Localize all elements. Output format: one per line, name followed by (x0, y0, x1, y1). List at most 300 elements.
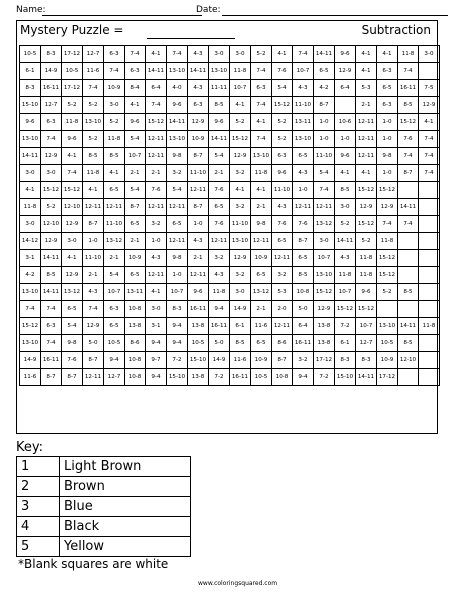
grid-cell[interactable]: 7-6 (62, 352, 83, 369)
grid-cell[interactable]: 7-6 (209, 182, 230, 199)
grid-cell[interactable]: 11-6 (83, 63, 104, 80)
grid-cell[interactable]: 8-5 (83, 148, 104, 165)
grid-cell[interactable]: 5-2 (377, 284, 398, 301)
grid-cell[interactable]: 2-1 (83, 267, 104, 284)
grid-cell[interactable]: 5-0 (83, 335, 104, 352)
grid-cell[interactable]: 3-2 (230, 267, 251, 284)
grid-cell[interactable]: 8-3 (167, 301, 188, 318)
name-line[interactable] (42, 15, 202, 16)
grid-cell[interactable]: 15-12 (62, 182, 83, 199)
grid-cell[interactable]: 12-11 (188, 182, 209, 199)
grid-cell[interactable]: 12-10 (62, 199, 83, 216)
grid-cell[interactable]: 17-12 (314, 352, 335, 369)
grid-cell[interactable]: 7-2 (209, 369, 230, 386)
grid-cell[interactable]: 13-8 (188, 369, 209, 386)
grid-cell[interactable]: 12-9 (419, 97, 440, 114)
grid-cell[interactable]: 7-6 (272, 216, 293, 233)
grid-cell[interactable]: 6-3 (188, 97, 209, 114)
grid-cell[interactable]: 1-0 (335, 131, 356, 148)
grid-cell[interactable]: 2-1 (356, 97, 377, 114)
grid-cell[interactable]: 7-4 (167, 46, 188, 63)
grid-cell[interactable]: 7-4 (398, 216, 419, 233)
grid-cell[interactable]: 12-11 (83, 369, 104, 386)
grid-cell[interactable]: 8-7 (41, 369, 62, 386)
grid-cell[interactable]: 10-8 (272, 369, 293, 386)
grid-cell[interactable]: 12-9 (335, 63, 356, 80)
grid-cell[interactable]: 11-8 (20, 199, 41, 216)
grid-cell[interactable]: 15-12 (314, 284, 335, 301)
grid-cell[interactable]: 2-1 (251, 301, 272, 318)
grid-cell[interactable]: 9-6 (188, 284, 209, 301)
grid-cell[interactable] (419, 199, 440, 216)
grid-cell[interactable]: 12-9 (314, 301, 335, 318)
grid-cell[interactable]: 13-10 (20, 284, 41, 301)
grid-cell[interactable]: 7-4 (314, 182, 335, 199)
grid-cell[interactable]: 10-9 (188, 131, 209, 148)
grid-cell[interactable]: 4-1 (356, 63, 377, 80)
grid-cell[interactable]: 8-5 (209, 97, 230, 114)
grid-cell[interactable]: 12-11 (146, 267, 167, 284)
grid-cell[interactable]: 3-2 (230, 165, 251, 182)
grid-cell[interactable]: 13-12 (104, 233, 125, 250)
grid-cell[interactable]: 10-8 (293, 284, 314, 301)
grid-cell[interactable]: 6-3 (377, 97, 398, 114)
grid-cell[interactable]: 16-11 (41, 80, 62, 97)
grid-cell[interactable]: 12-7 (41, 97, 62, 114)
grid-cell[interactable]: 1-0 (167, 267, 188, 284)
grid-cell[interactable]: 9-4 (104, 352, 125, 369)
grid-cell[interactable]: 11-8 (419, 318, 440, 335)
grid-cell[interactable]: 7-4 (419, 148, 440, 165)
grid-cell[interactable]: 12-7 (104, 369, 125, 386)
grid-cell[interactable]: 6-5 (251, 267, 272, 284)
grid-cell[interactable]: 11-8 (377, 233, 398, 250)
grid-cell[interactable]: 8-7 (188, 199, 209, 216)
grid-cell[interactable]: 4-0 (167, 80, 188, 97)
grid-cell[interactable]: 3-2 (230, 199, 251, 216)
grid-cell[interactable]: 8-7 (83, 352, 104, 369)
grid-cell[interactable]: 7-4 (125, 46, 146, 63)
grid-cell[interactable]: 15-12 (398, 114, 419, 131)
grid-cell[interactable]: 7-4 (398, 63, 419, 80)
grid-cell[interactable]: 7-4 (251, 97, 272, 114)
grid-cell[interactable]: 7-6 (272, 63, 293, 80)
grid-cell[interactable]: 13-12 (314, 216, 335, 233)
grid-cell[interactable]: 10-5 (62, 63, 83, 80)
grid-cell[interactable]: 5-2 (272, 114, 293, 131)
grid-cell[interactable]: 13-10 (377, 318, 398, 335)
grid-cell[interactable]: 11-8 (209, 284, 230, 301)
grid-cell[interactable]: 8-7 (314, 97, 335, 114)
grid-cell[interactable]: 1-0 (377, 114, 398, 131)
grid-cell[interactable]: 10-9 (251, 352, 272, 369)
grid-cell[interactable]: 16-11 (209, 318, 230, 335)
grid-cell[interactable]: 4-1 (356, 46, 377, 63)
grid-cell[interactable]: 12-11 (272, 318, 293, 335)
grid-cell[interactable] (419, 284, 440, 301)
grid-cell[interactable]: 10-7 (167, 284, 188, 301)
grid-cell[interactable]: 9-6 (125, 114, 146, 131)
grid-cell[interactable]: 14-11 (398, 199, 419, 216)
grid-cell[interactable]: 10-5 (104, 335, 125, 352)
grid-cell[interactable]: 10-6 (335, 114, 356, 131)
grid-cell[interactable]: 12-11 (146, 148, 167, 165)
grid-cell[interactable]: 9-4 (167, 318, 188, 335)
grid-cell[interactable]: 13-11 (125, 284, 146, 301)
grid-cell[interactable]: 5-2 (83, 131, 104, 148)
grid-cell[interactable]: 15-10 (20, 97, 41, 114)
grid-cell[interactable]: 12-11 (146, 131, 167, 148)
grid-cell[interactable]: 12-11 (356, 148, 377, 165)
grid-cell[interactable] (419, 335, 440, 352)
grid-cell[interactable]: 9-6 (272, 165, 293, 182)
grid-cell[interactable]: 9-6 (356, 284, 377, 301)
grid-cell[interactable]: 1-0 (83, 233, 104, 250)
grid-cell[interactable]: 12-9 (41, 148, 62, 165)
grid-cell[interactable] (398, 250, 419, 267)
grid-cell[interactable]: 10-9 (125, 250, 146, 267)
grid-cell[interactable] (419, 63, 440, 80)
grid-cell[interactable]: 4-1 (419, 114, 440, 131)
grid-cell[interactable]: 4-1 (377, 46, 398, 63)
grid-cell[interactable]: 13-10 (230, 233, 251, 250)
grid-cell[interactable]: 10-7 (230, 80, 251, 97)
grid-cell[interactable]: 3-0 (419, 46, 440, 63)
grid-cell[interactable]: 15-10 (335, 369, 356, 386)
grid-cell[interactable]: 12-9 (62, 267, 83, 284)
grid-cell[interactable]: 13-12 (251, 284, 272, 301)
grid-cell[interactable]: 8-5 (230, 335, 251, 352)
grid-cell[interactable]: 14-11 (41, 250, 62, 267)
grid-cell[interactable]: 5-2 (251, 46, 272, 63)
grid-cell[interactable]: 14-9 (20, 352, 41, 369)
grid-cell[interactable] (419, 250, 440, 267)
grid-cell[interactable]: 10-8 (125, 369, 146, 386)
grid-cell[interactable]: 12-11 (83, 199, 104, 216)
grid-cell[interactable]: 6-3 (41, 318, 62, 335)
grid-cell[interactable]: 5-4 (125, 131, 146, 148)
grid-cell[interactable]: 14-11 (209, 131, 230, 148)
grid-cell[interactable]: 4-1 (83, 182, 104, 199)
grid-cell[interactable]: 2-1 (209, 165, 230, 182)
grid-cell[interactable]: 12-9 (41, 233, 62, 250)
grid-cell[interactable]: 5-2 (335, 216, 356, 233)
grid-cell[interactable]: 14-12 (20, 233, 41, 250)
grid-cell[interactable]: 8-7 (398, 165, 419, 182)
grid-cell[interactable]: 3-0 (230, 284, 251, 301)
grid-cell[interactable]: 15-12 (230, 131, 251, 148)
grid-cell[interactable]: 12-9 (377, 199, 398, 216)
grid-cell[interactable]: 9-4 (167, 335, 188, 352)
grid-cell[interactable]: 7-4 (251, 63, 272, 80)
grid-cell[interactable]: 12-11 (167, 199, 188, 216)
grid-cell[interactable]: 12-9 (356, 199, 377, 216)
grid-cell[interactable]: 10-7 (335, 284, 356, 301)
grid-cell[interactable]: 6-3 (104, 46, 125, 63)
grid-cell[interactable] (398, 267, 419, 284)
grid-cell[interactable]: 6-3 (125, 63, 146, 80)
date-line[interactable] (222, 15, 448, 16)
grid-cell[interactable]: 12-10 (398, 352, 419, 369)
grid-cell[interactable]: 7-4 (83, 80, 104, 97)
grid-cell[interactable]: 9-4 (146, 369, 167, 386)
grid-cell[interactable]: 8-7 (188, 148, 209, 165)
grid-cell[interactable]: 1-0 (377, 165, 398, 182)
grid-cell[interactable]: 5-0 (293, 301, 314, 318)
grid-cell[interactable] (398, 233, 419, 250)
grid-cell[interactable]: 11-8 (335, 267, 356, 284)
grid-cell[interactable]: 12-11 (356, 131, 377, 148)
grid-cell[interactable] (398, 301, 419, 318)
grid-cell[interactable]: 15-12 (377, 250, 398, 267)
grid-cell[interactable]: 15-12 (356, 182, 377, 199)
grid-cell[interactable]: 2-1 (146, 165, 167, 182)
grid-cell[interactable]: 4-1 (62, 250, 83, 267)
answer-line[interactable] (147, 38, 235, 39)
grid-cell[interactable]: 5-0 (209, 335, 230, 352)
grid-cell[interactable]: 12-11 (104, 199, 125, 216)
grid-cell[interactable]: 6-5 (251, 335, 272, 352)
grid-cell[interactable]: 13-12 (62, 284, 83, 301)
grid-cell[interactable]: 12-11 (167, 233, 188, 250)
grid-cell[interactable]: 13-10 (20, 335, 41, 352)
grid-cell[interactable]: 16-11 (188, 301, 209, 318)
grid-cell[interactable] (377, 301, 398, 318)
grid-cell[interactable]: 12-9 (188, 114, 209, 131)
grid-cell[interactable]: 11-8 (230, 63, 251, 80)
grid-cell[interactable]: 3-0 (20, 216, 41, 233)
grid-cell[interactable]: 10-7 (356, 318, 377, 335)
grid-cell[interactable]: 6-3 (104, 301, 125, 318)
grid-cell[interactable]: 3-2 (272, 267, 293, 284)
grid-cell[interactable]: 6-1 (335, 335, 356, 352)
grid-cell[interactable]: 8-3 (41, 46, 62, 63)
grid-cell[interactable]: 8-5 (398, 97, 419, 114)
grid-cell[interactable]: 7-4 (62, 165, 83, 182)
grid-cell[interactable]: 7-4 (83, 301, 104, 318)
grid-cell[interactable]: 11-10 (83, 250, 104, 267)
grid-cell[interactable]: 3-0 (209, 46, 230, 63)
grid-cell[interactable]: 3-0 (314, 233, 335, 250)
grid-cell[interactable]: 12-9 (230, 250, 251, 267)
grid-cell[interactable]: 5-4 (167, 182, 188, 199)
grid-cell[interactable]: 3-2 (146, 216, 167, 233)
grid-cell[interactable]: 7-4 (293, 46, 314, 63)
grid-cell[interactable]: 4-1 (20, 182, 41, 199)
grid-cell[interactable]: 12-11 (356, 114, 377, 131)
grid-cell[interactable]: 11-8 (356, 267, 377, 284)
grid-cell[interactable]: 5-4 (209, 148, 230, 165)
grid-cell[interactable] (398, 369, 419, 386)
grid-cell[interactable]: 6-5 (377, 80, 398, 97)
grid-cell[interactable]: 8-6 (125, 335, 146, 352)
grid-cell[interactable]: 11-10 (230, 216, 251, 233)
grid-cell[interactable]: 9-6 (335, 46, 356, 63)
grid-cell[interactable]: 3-0 (335, 199, 356, 216)
grid-cell[interactable]: 9-6 (167, 97, 188, 114)
grid-cell[interactable]: 3-0 (62, 233, 83, 250)
grid-cell[interactable]: 14-11 (146, 63, 167, 80)
grid-cell[interactable]: 7-2 (314, 369, 335, 386)
grid-cell[interactable]: 6-5 (167, 216, 188, 233)
grid-cell[interactable]: 9-8 (251, 216, 272, 233)
grid-cell[interactable]: 4-3 (83, 284, 104, 301)
grid-cell[interactable]: 8-5 (104, 148, 125, 165)
grid-cell[interactable]: 11-6 (251, 318, 272, 335)
grid-cell[interactable]: 3-0 (41, 165, 62, 182)
grid-cell[interactable] (419, 301, 440, 318)
grid-cell[interactable]: 13-10 (83, 114, 104, 131)
grid-cell[interactable]: 4-1 (104, 165, 125, 182)
grid-cell[interactable]: 4-1 (146, 46, 167, 63)
grid-cell[interactable]: 4-3 (272, 199, 293, 216)
grid-cell[interactable]: 4-1 (272, 46, 293, 63)
grid-cell[interactable]: 4-1 (230, 182, 251, 199)
grid-cell[interactable]: 7-4 (398, 148, 419, 165)
grid-cell[interactable]: 14-11 (398, 318, 419, 335)
grid-cell[interactable]: 10-8 (125, 301, 146, 318)
grid-cell[interactable]: 6-3 (377, 63, 398, 80)
grid-cell[interactable]: 10-7 (314, 250, 335, 267)
grid-cell[interactable]: 4-3 (209, 267, 230, 284)
grid-cell[interactable]: 11-8 (104, 131, 125, 148)
grid-cell[interactable]: 9-6 (335, 148, 356, 165)
grid-cell[interactable]: 3-0 (146, 301, 167, 318)
grid-cell[interactable]: 11-8 (251, 165, 272, 182)
grid-cell[interactable]: 13-8 (314, 318, 335, 335)
grid-cell[interactable] (398, 182, 419, 199)
grid-cell[interactable]: 6-5 (125, 216, 146, 233)
grid-cell[interactable]: 11-10 (293, 97, 314, 114)
grid-cell[interactable]: 10-7 (293, 63, 314, 80)
grid-cell[interactable]: 9-8 (167, 148, 188, 165)
grid-cell[interactable]: 3-0 (20, 165, 41, 182)
grid-cell[interactable]: 13-10 (209, 63, 230, 80)
grid-cell[interactable]: 6-5 (125, 267, 146, 284)
grid-cell[interactable]: 12-7 (356, 335, 377, 352)
grid-cell[interactable] (419, 216, 440, 233)
grid-cell[interactable]: 5-4 (125, 182, 146, 199)
grid-cell[interactable]: 9-8 (377, 148, 398, 165)
grid-cell[interactable]: 9-4 (146, 335, 167, 352)
grid-cell[interactable]: 12-9 (230, 148, 251, 165)
grid-cell[interactable]: 14-11 (356, 369, 377, 386)
grid-cell[interactable]: 9-8 (62, 335, 83, 352)
grid-cell[interactable]: 8-5 (293, 267, 314, 284)
grid-cell[interactable]: 4-3 (335, 250, 356, 267)
grid-cell[interactable]: 4-3 (293, 165, 314, 182)
grid-cell[interactable]: 12-11 (251, 233, 272, 250)
grid-cell[interactable]: 10-7 (125, 148, 146, 165)
grid-cell[interactable]: 17-12 (377, 369, 398, 386)
grid-cell[interactable]: 9-6 (20, 114, 41, 131)
grid-cell[interactable]: 6-4 (293, 318, 314, 335)
grid-cell[interactable]: 16-11 (398, 80, 419, 97)
grid-cell[interactable]: 2-1 (104, 250, 125, 267)
grid-cell[interactable]: 14-11 (20, 148, 41, 165)
grid-cell[interactable]: 13-10 (167, 63, 188, 80)
grid-cell[interactable]: 5-4 (272, 80, 293, 97)
grid-cell[interactable]: 2-1 (188, 250, 209, 267)
grid-cell[interactable]: 4-3 (188, 80, 209, 97)
grid-cell[interactable]: 5-2 (104, 114, 125, 131)
grid-cell[interactable]: 4-3 (188, 46, 209, 63)
grid-cell[interactable]: 6-3 (251, 80, 272, 97)
grid-cell[interactable]: 13-10 (167, 131, 188, 148)
grid-cell[interactable]: 4-1 (251, 182, 272, 199)
grid-cell[interactable]: 4-2 (314, 80, 335, 97)
grid-cell[interactable]: 7-4 (41, 131, 62, 148)
grid-cell[interactable]: 12-11 (209, 233, 230, 250)
grid-cell[interactable]: 15-12 (377, 182, 398, 199)
grid-cell[interactable]: 7-4 (251, 131, 272, 148)
grid-cell[interactable]: 12-11 (188, 267, 209, 284)
grid-cell[interactable]: 12-10 (41, 216, 62, 233)
grid-cell[interactable]: 14-11 (188, 63, 209, 80)
grid-cell[interactable]: 6-1 (20, 63, 41, 80)
grid-cell[interactable]: 7-5 (419, 80, 440, 97)
grid-cell[interactable]: 11-8 (356, 250, 377, 267)
grid-cell[interactable]: 12-11 (272, 250, 293, 267)
grid-cell[interactable]: 2-0 (272, 301, 293, 318)
grid-cell[interactable]: 7-2 (167, 352, 188, 369)
grid-cell[interactable]: 11-8 (62, 114, 83, 131)
grid-cell[interactable]: 11-8 (83, 165, 104, 182)
grid-cell[interactable]: 15-10 (167, 369, 188, 386)
grid-cell[interactable]: 8-7 (62, 369, 83, 386)
grid-cell[interactable]: 4-3 (146, 250, 167, 267)
grid-cell[interactable]: 2-1 (125, 165, 146, 182)
grid-cell[interactable]: 13-8 (314, 335, 335, 352)
grid-cell[interactable]: 15-12 (146, 114, 167, 131)
grid-cell[interactable]: 7-4 (377, 216, 398, 233)
grid-cell[interactable]: 2-1 (125, 233, 146, 250)
grid-cell[interactable]: 12-9 (62, 216, 83, 233)
grid-cell[interactable]: 15-12 (20, 318, 41, 335)
grid-cell[interactable]: 6-3 (272, 148, 293, 165)
grid-cell[interactable]: 8-5 (398, 335, 419, 352)
grid-cell[interactable]: 12-9 (83, 318, 104, 335)
grid-cell[interactable]: 9-6 (209, 114, 230, 131)
grid-cell[interactable]: 11-6 (20, 369, 41, 386)
grid-cell[interactable]: 11-10 (272, 182, 293, 199)
grid-cell[interactable]: 10-8 (125, 352, 146, 369)
grid-cell[interactable]: 12-11 (314, 199, 335, 216)
grid-cell[interactable]: 14-11 (167, 114, 188, 131)
grid-cell[interactable]: 6-5 (62, 301, 83, 318)
grid-cell[interactable]: 7-4 (419, 165, 440, 182)
grid-cell[interactable]: 9-8 (167, 250, 188, 267)
grid-cell[interactable]: 3-0 (104, 97, 125, 114)
grid-cell[interactable]: 10-5 (377, 335, 398, 352)
grid-cell[interactable]: 7-6 (209, 216, 230, 233)
grid-cell[interactable]: 7-6 (146, 182, 167, 199)
grid-cell[interactable]: 13-10 (293, 131, 314, 148)
grid-cell[interactable]: 7-4 (41, 301, 62, 318)
grid-cell[interactable]: 4-1 (356, 165, 377, 182)
grid-cell[interactable]: 13-10 (314, 267, 335, 284)
grid-cell[interactable]: 1-0 (314, 114, 335, 131)
grid-cell[interactable]: 6-4 (146, 80, 167, 97)
grid-cell[interactable]: 6-3 (41, 114, 62, 131)
grid-cell[interactable]: 13-11 (293, 114, 314, 131)
grid-cell[interactable]: 15-12 (377, 267, 398, 284)
grid-cell[interactable]: 6-4 (335, 80, 356, 97)
grid-cell[interactable]: 10-9 (377, 352, 398, 369)
grid-cell[interactable]: 11-6 (230, 352, 251, 369)
grid-cell[interactable]: 2-1 (251, 199, 272, 216)
grid-cell[interactable]: 10-5 (20, 46, 41, 63)
